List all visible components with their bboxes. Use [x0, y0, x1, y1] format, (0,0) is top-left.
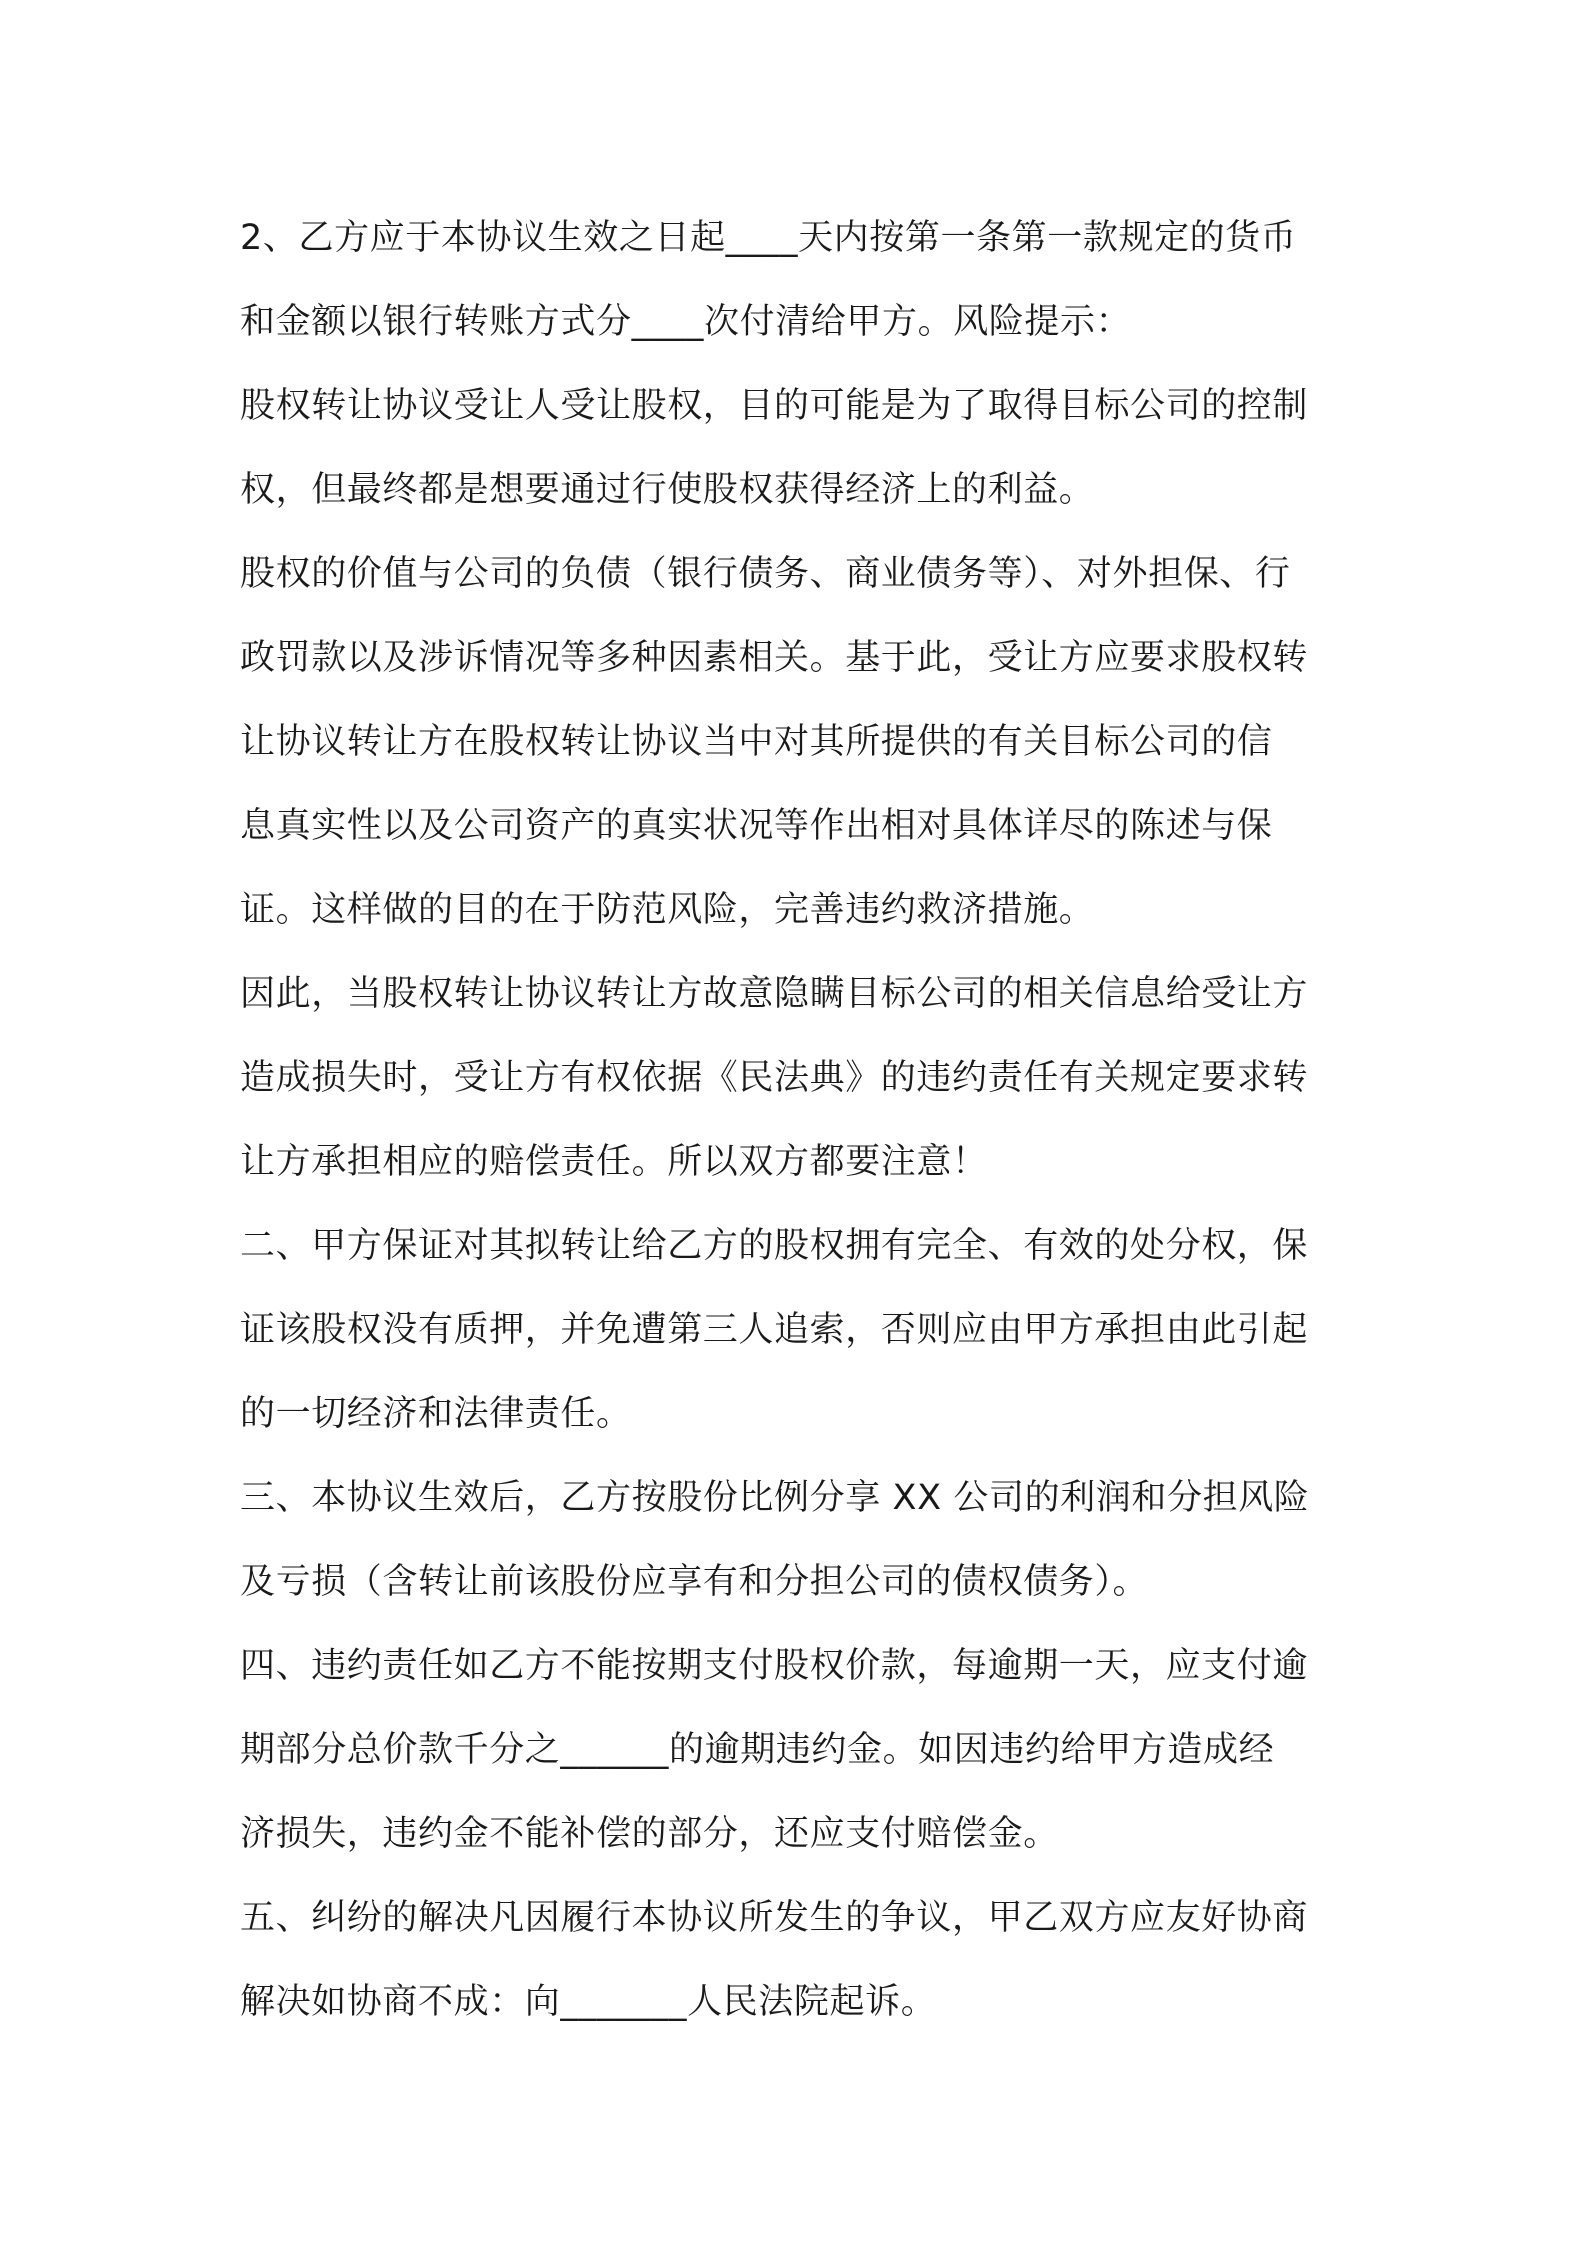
- text-line: 解决如协商不成：向_______人民法院起诉。: [240, 1982, 937, 2022]
- text-line: 五、纠纷的解决凡因履行本协议所发生的争议，甲乙双方应友好协商: [240, 1898, 1309, 1938]
- text-line: 让方承担相应的赔偿责任。所以双方都要注意！: [240, 1142, 988, 1182]
- text-line: 的一切经济和法律责任。: [240, 1394, 632, 1434]
- text-line: 证该股权没有质押，并免遭第三人追索，否则应由甲方承担由此引起: [240, 1310, 1309, 1350]
- text-line: 因此，当股权转让协议转让方故意隐瞒目标公司的相关信息给受让方: [240, 974, 1309, 1014]
- text-line: 息真实性以及公司资产的真实状况等作出相对具体详尽的陈述与保: [240, 806, 1273, 846]
- text-line: 权，但最终都是想要通过行使股权获得经济上的利益。: [240, 470, 1095, 510]
- text-line: 四、违约责任如乙方不能按期支付股权价款，每逾期一天，应支付逾: [240, 1646, 1309, 1686]
- text-line: 股权的价值与公司的负债（银行债务、商业债务等）、对外担保、行: [240, 554, 1291, 594]
- text-line: 让协议转让方在股权转让协议当中对其所提供的有关目标公司的信: [240, 722, 1273, 762]
- text-line: 三、本协议生效后，乙方按股份比例分享 XX 公司的利润和分担风险: [240, 1478, 1310, 1518]
- text-line: 期部分总价款千分之______的逾期违约金。如因违约给甲方造成经: [240, 1730, 1275, 1770]
- text-line: 造成损失时，受让方有权依据《民法典》的违约责任有关规定要求转: [240, 1058, 1309, 1098]
- text-line: 和金额以银行转账方式分____次付清给甲方。风险提示：: [240, 302, 1132, 342]
- text-line: 股权转让协议受让人受让股权，目的可能是为了取得目标公司的控制: [240, 386, 1309, 426]
- text-line: 政罚款以及涉诉情况等多种因素相关。基于此，受让方应要求股权转: [240, 638, 1309, 678]
- text-line: 2、乙方应于本协议生效之日起____天内按第一条第一款规定的货币: [240, 218, 1297, 258]
- text-line: 证。这样做的目的在于防范风险，完善违约救济措施。: [240, 890, 1095, 930]
- text-line: 济损失，违约金不能补偿的部分，还应支付赔偿金。: [240, 1814, 1059, 1854]
- text-line: 及亏损（含转让前该股份应享有和分担公司的债权债务）。: [240, 1562, 1149, 1602]
- document-body: [240, 196, 1356, 2044]
- text-line: 二、甲方保证对其拟转让给乙方的股权拥有完全、有效的处分权，保: [240, 1226, 1309, 1266]
